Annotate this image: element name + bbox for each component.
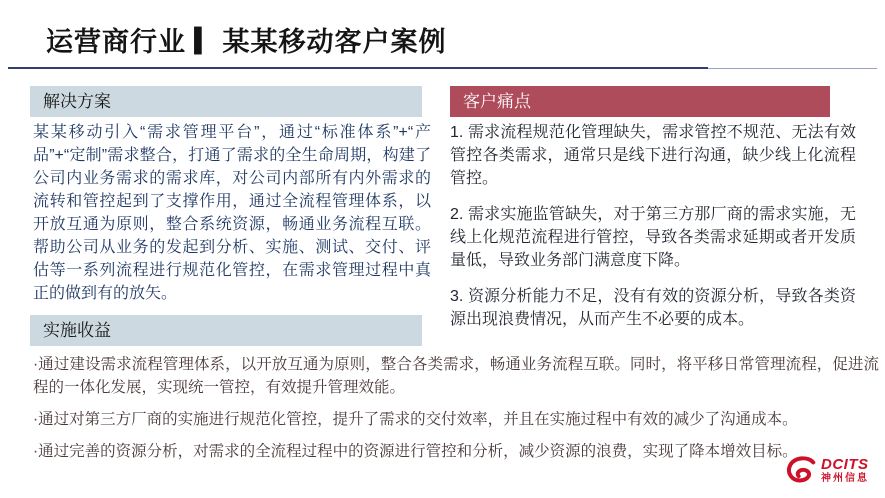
dcits-logo-text: [821, 457, 869, 484]
benefit-item: ·通过建设需求流程管理体系，以开放互通为原则，整合各类需求，畅通业务流程互联。同时，将平移日常管理流程，促进流程的一体化发展，实现统一管控，有效提升管理效能。: [33, 356, 879, 396]
solution-body-text: 某某移动引入“需求管理平台”，通过“标准体系”+“产品”+“定制”需求整合，打通了需求的全生命周期，构建了公司内业务需求的需求库，对公司内部所有内外需求的流转和管控起到了支撑作用，通过全流程管理体系，以开放互通为原则，整合系统资源，畅通业务流程互联。帮助公司从业务的发起到分析、实施、测试、交付、评估等一系列流程进行规范化管控，在需求管理过程中真正的做到有的放矢。: [33, 124, 431, 302]
title-underline: [8, 67, 708, 69]
pain-point-item: 3. 资源分析能力不足，没有有效的资源分析，导致各类资源出现浪费情况，从而产生不必要的成本。: [450, 288, 856, 328]
benefits-list: [33, 353, 879, 472]
dcits-brand-name-chinese: 神州信息: [821, 472, 869, 484]
pain-points-list: [450, 121, 856, 344]
pain-point-item: 2. 需求实施监管缺失，对于第三方那厂商的需求实施，无线上化规范流程进行管控，导致各类需求延期或者开发质量低，导致业务部门满意度下降。: [450, 206, 856, 269]
dcits-swoosh-icon: [784, 455, 818, 485]
dcits-logo: [784, 455, 869, 485]
page-title: 运营商行业 ▎某某移动客户案例: [46, 27, 447, 57]
benefits-section-header: 实施收益: [30, 315, 422, 346]
pain-points-section-header: 客户痛点: [450, 86, 830, 117]
pain-point-item: 1. 需求流程规范化管理缺失，需求管控不规范、无法有效管控各类需求，通常只是线下进行沟通，缺少线上化流程管控。: [450, 124, 856, 187]
benefit-item: ·通过完善的资源分析，对需求的全流程过程中的资源进行管控和分析，减少资源的浪费，实现了降本增效目标。: [33, 443, 798, 460]
title-underline-extension: [708, 68, 877, 69]
solution-section-header: 解决方案: [30, 86, 422, 117]
benefit-item: ·通过对第三方厂商的实施进行规范化管控，提升了需求的交付效率，并且在实施过程中有效的减少了沟通成本。: [33, 411, 798, 428]
dcits-brand-name: DCITS: [821, 455, 869, 473]
